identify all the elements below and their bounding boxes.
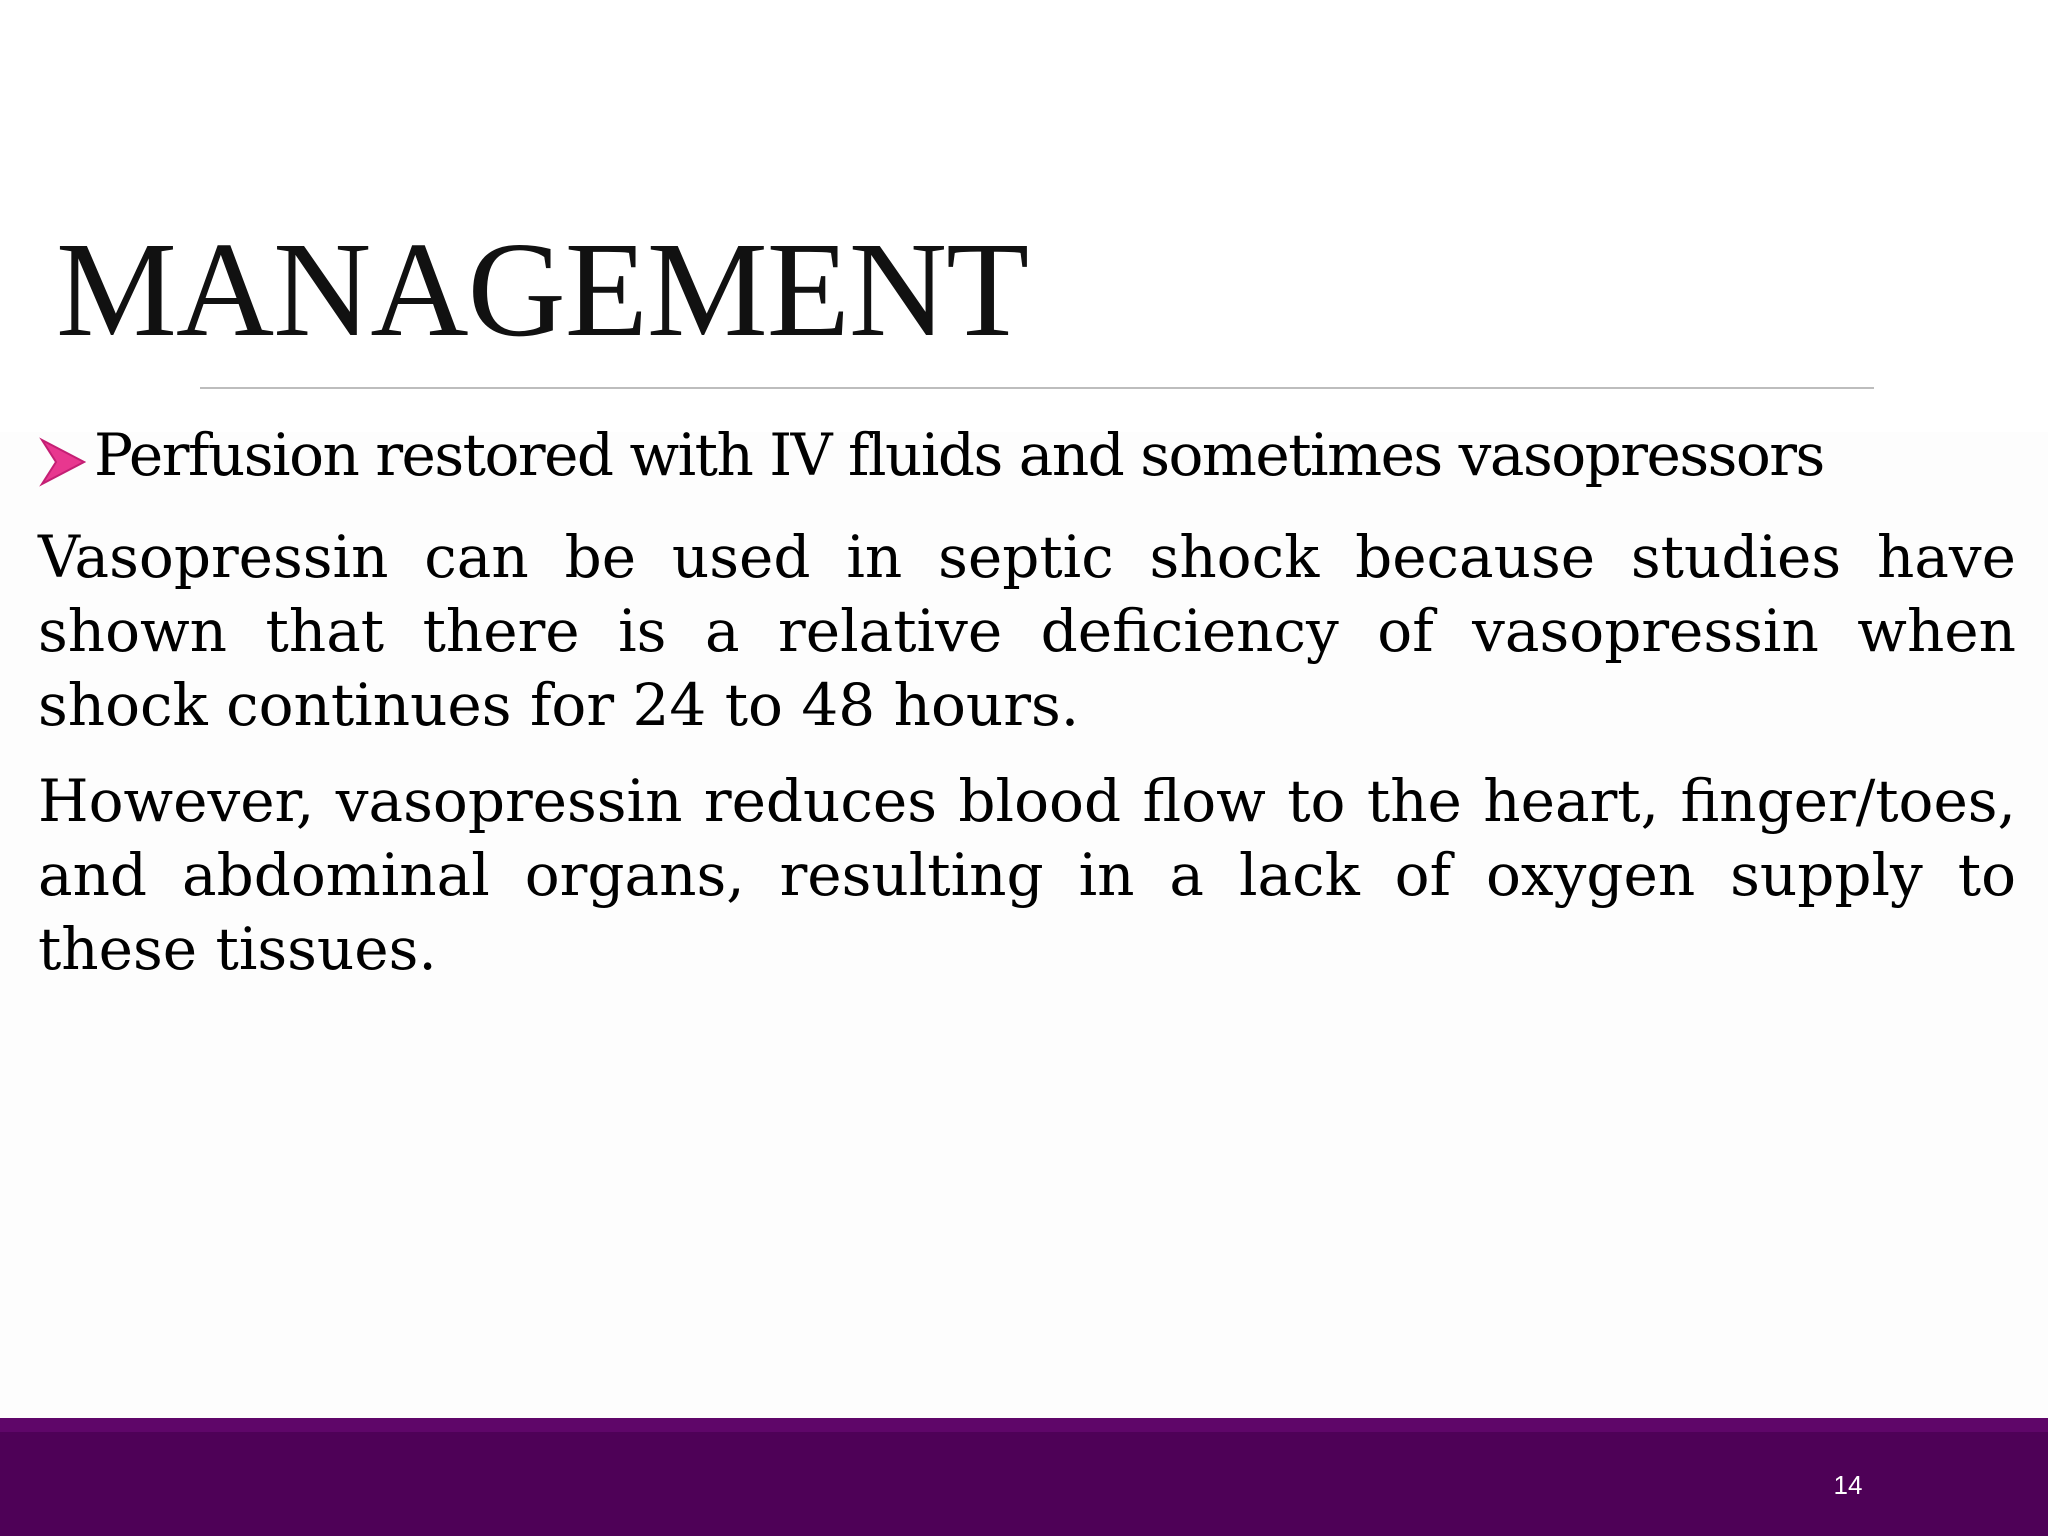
arrow-bullet-icon [38,427,86,483]
slide-title: MANAGEMENT [56,215,1029,365]
slide-body [38,412,2016,986]
page-number: 14 [1833,1470,1863,1500]
bullet-text: Perfusion restored with IV fluids and sometimes vasopressors [94,421,1824,489]
footer-highlight [0,1418,2048,1432]
paragraph-vasopressin-use: Vasopressin can be used in septic shock because studies have shown that there is a relative deficiency of vasopressin when shock continues for 24 to 48 hours. [38,523,2016,739]
title-divider [200,387,1874,389]
bullet-item [38,412,2016,498]
footer-bar [0,1418,2048,1536]
paragraph-vasopressin-effects: However, vasopressin reduces blood flow to the heart, finger/toes, and abdominal organs, resulting in a lack of oxygen supply to these tissues. [38,767,2016,983]
